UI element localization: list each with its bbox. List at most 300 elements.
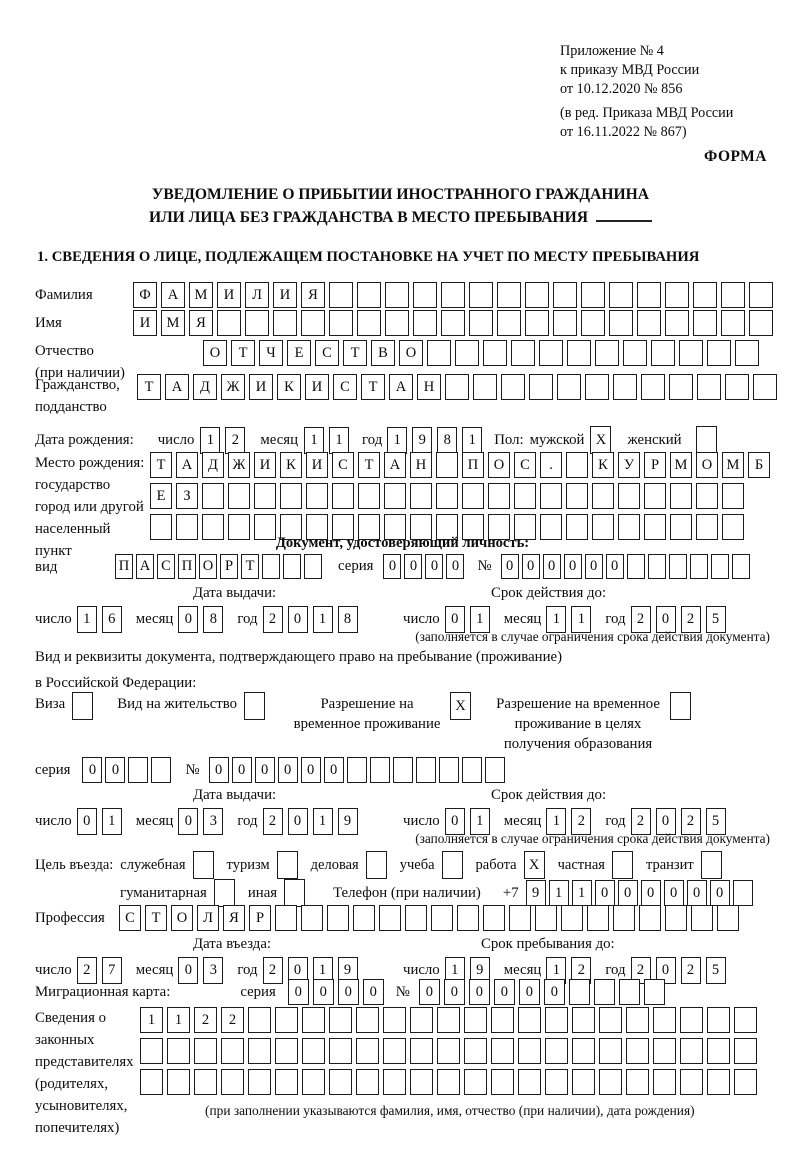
- form-cell[interactable]: С: [119, 905, 141, 931]
- form-cell[interactable]: 0: [404, 554, 422, 579]
- form-cell[interactable]: [511, 340, 535, 366]
- form-cell[interactable]: [518, 1038, 541, 1064]
- form-cell[interactable]: Ж: [221, 374, 245, 400]
- form-cell[interactable]: [501, 374, 525, 400]
- form-cell[interactable]: 0: [494, 979, 515, 1005]
- form-cell[interactable]: 0: [288, 808, 308, 835]
- form-cell[interactable]: [254, 483, 276, 509]
- option-visa-checkbox[interactable]: [72, 692, 93, 720]
- form-cell[interactable]: [357, 310, 381, 336]
- form-cell[interactable]: [665, 310, 689, 336]
- form-cell[interactable]: 7: [102, 957, 122, 984]
- form-cell[interactable]: [413, 310, 437, 336]
- form-cell[interactable]: 0: [522, 554, 540, 579]
- form-cell[interactable]: Я: [301, 282, 325, 308]
- form-cell[interactable]: [592, 483, 614, 509]
- form-cell[interactable]: Ч: [259, 340, 283, 366]
- form-cell[interactable]: В: [371, 340, 395, 366]
- form-cell[interactable]: 2: [194, 1007, 217, 1033]
- form-cell[interactable]: 1: [102, 808, 122, 835]
- form-cell[interactable]: [385, 282, 409, 308]
- form-cell[interactable]: [639, 905, 661, 931]
- form-cell[interactable]: 1: [304, 427, 324, 454]
- form-cell[interactable]: 2: [681, 957, 701, 984]
- form-cell[interactable]: [464, 1069, 487, 1095]
- form-cell[interactable]: [653, 1038, 676, 1064]
- form-cell[interactable]: 0: [544, 979, 565, 1005]
- form-cell[interactable]: [733, 880, 753, 906]
- form-cell[interactable]: [464, 1007, 487, 1033]
- form-cell[interactable]: [356, 1007, 379, 1033]
- form-cell[interactable]: 2: [681, 606, 701, 633]
- form-cell[interactable]: 1: [572, 880, 592, 906]
- form-cell[interactable]: [497, 310, 521, 336]
- form-cell[interactable]: 1: [387, 427, 407, 454]
- form-cell[interactable]: [609, 310, 633, 336]
- form-cell[interactable]: [445, 374, 469, 400]
- form-cell[interactable]: 9: [470, 957, 490, 984]
- form-cell[interactable]: [457, 905, 479, 931]
- doc-kind-cells[interactable]: [115, 554, 322, 579]
- form-cell[interactable]: [302, 1038, 325, 1064]
- form-cell[interactable]: 2: [263, 606, 283, 633]
- form-cell[interactable]: [413, 282, 437, 308]
- form-cell[interactable]: 1: [571, 606, 591, 633]
- form-cell[interactable]: [569, 979, 590, 1005]
- form-cell[interactable]: И: [217, 282, 241, 308]
- firstname-cells[interactable]: [133, 310, 773, 336]
- form-cell[interactable]: Т: [150, 452, 172, 478]
- form-cell[interactable]: [707, 340, 731, 366]
- form-cell[interactable]: Т: [361, 374, 385, 400]
- form-cell[interactable]: 2: [631, 606, 651, 633]
- form-cell[interactable]: Н: [410, 452, 432, 478]
- form-cell[interactable]: Б: [748, 452, 770, 478]
- form-cell[interactable]: [393, 757, 413, 783]
- form-cell[interactable]: [280, 483, 302, 509]
- form-cell[interactable]: [327, 905, 349, 931]
- sex-female-checkbox[interactable]: [696, 426, 717, 454]
- form-cell[interactable]: 0: [641, 880, 661, 906]
- form-cell[interactable]: [595, 340, 619, 366]
- form-cell[interactable]: 2: [631, 957, 651, 984]
- form-cell[interactable]: [462, 757, 482, 783]
- form-cell[interactable]: [651, 340, 675, 366]
- form-cell[interactable]: 0: [585, 554, 603, 579]
- form-cell[interactable]: [749, 282, 773, 308]
- form-cell[interactable]: Р: [249, 905, 271, 931]
- form-cell[interactable]: [581, 310, 605, 336]
- form-cell[interactable]: Л: [245, 282, 269, 308]
- form-cell[interactable]: [221, 1069, 244, 1095]
- form-cell[interactable]: О: [203, 340, 227, 366]
- form-cell[interactable]: 3: [203, 957, 223, 984]
- form-cell[interactable]: 0: [288, 606, 308, 633]
- form-cell[interactable]: [488, 483, 510, 509]
- form-cell[interactable]: [626, 1038, 649, 1064]
- birth-month-cells[interactable]: [304, 427, 349, 454]
- form-cell[interactable]: 0: [445, 808, 465, 835]
- form-cell[interactable]: [439, 757, 459, 783]
- form-cell[interactable]: [518, 1069, 541, 1095]
- form-cell[interactable]: 0: [383, 554, 401, 579]
- form-cell[interactable]: [539, 340, 563, 366]
- form-cell[interactable]: 1: [167, 1007, 190, 1033]
- form-cell[interactable]: [734, 1069, 757, 1095]
- form-cell[interactable]: [711, 554, 729, 579]
- form-cell[interactable]: [653, 1069, 676, 1095]
- form-cell[interactable]: 2: [77, 957, 97, 984]
- form-cell[interactable]: П: [115, 554, 133, 579]
- form-cell[interactable]: [669, 374, 693, 400]
- form-cell[interactable]: [613, 374, 637, 400]
- form-cell[interactable]: 0: [595, 880, 615, 906]
- form-cell[interactable]: [431, 905, 453, 931]
- form-cell[interactable]: 0: [564, 554, 582, 579]
- form-cell[interactable]: [483, 340, 507, 366]
- form-cell[interactable]: [612, 851, 633, 879]
- form-cell[interactable]: [572, 1069, 595, 1095]
- form-cell[interactable]: 8: [437, 427, 457, 454]
- form-cell[interactable]: 0: [501, 554, 519, 579]
- form-cell[interactable]: Е: [287, 340, 311, 366]
- form-cell[interactable]: О: [696, 452, 718, 478]
- form-cell[interactable]: [717, 905, 739, 931]
- form-cell[interactable]: 0: [419, 979, 440, 1005]
- form-cell[interactable]: 0: [178, 606, 198, 633]
- form-cell[interactable]: [637, 310, 661, 336]
- form-cell[interactable]: [696, 426, 717, 454]
- form-cell[interactable]: 0: [178, 957, 198, 984]
- form-cell[interactable]: 1: [313, 808, 333, 835]
- form-cell[interactable]: 1: [546, 808, 566, 835]
- form-cell[interactable]: [553, 282, 577, 308]
- form-cell[interactable]: С: [315, 340, 339, 366]
- purpose-official-checkbox[interactable]: [193, 851, 214, 879]
- form-cell[interactable]: [626, 1007, 649, 1033]
- doc-series-cells[interactable]: [383, 554, 464, 579]
- form-cell[interactable]: [594, 979, 615, 1005]
- form-cell[interactable]: 0: [446, 554, 464, 579]
- form-cell[interactable]: [356, 1038, 379, 1064]
- form-cell[interactable]: [366, 851, 387, 879]
- form-cell[interactable]: [697, 374, 721, 400]
- form-cell[interactable]: [140, 1038, 163, 1064]
- form-cell[interactable]: [275, 1069, 298, 1095]
- form-cell[interactable]: [410, 1007, 433, 1033]
- form-cell[interactable]: 9: [338, 957, 358, 984]
- form-cell[interactable]: [383, 1038, 406, 1064]
- form-cell[interactable]: 0: [656, 957, 676, 984]
- form-cell[interactable]: [553, 310, 577, 336]
- form-cell[interactable]: [442, 851, 463, 879]
- form-cell[interactable]: [383, 1007, 406, 1033]
- residence-number-cells[interactable]: [209, 757, 505, 783]
- form-cell[interactable]: [221, 1038, 244, 1064]
- form-cell[interactable]: С: [514, 452, 536, 478]
- form-cell[interactable]: [721, 282, 745, 308]
- form-cell[interactable]: [302, 1069, 325, 1095]
- form-cell[interactable]: 0: [209, 757, 229, 783]
- birth-year-cells[interactable]: [387, 427, 482, 454]
- form-cell[interactable]: [140, 1069, 163, 1095]
- form-cell[interactable]: [385, 310, 409, 336]
- form-cell[interactable]: У: [618, 452, 640, 478]
- form-cell[interactable]: [613, 905, 635, 931]
- form-cell[interactable]: 5: [706, 808, 726, 835]
- form-cell[interactable]: 9: [412, 427, 432, 454]
- form-cell[interactable]: [410, 1069, 433, 1095]
- form-cell[interactable]: [248, 1007, 271, 1033]
- form-cell[interactable]: 0: [425, 554, 443, 579]
- form-cell[interactable]: М: [189, 282, 213, 308]
- form-cell[interactable]: 1: [313, 957, 333, 984]
- form-cell[interactable]: [566, 452, 588, 478]
- birth-day-cells[interactable]: [200, 427, 245, 454]
- form-cell[interactable]: М: [161, 310, 185, 336]
- form-cell[interactable]: 0: [363, 979, 384, 1005]
- form-cell[interactable]: [545, 1007, 568, 1033]
- form-cell[interactable]: [529, 374, 553, 400]
- form-cell[interactable]: 0: [338, 979, 359, 1005]
- form-cell[interactable]: [735, 340, 759, 366]
- form-cell[interactable]: 2: [571, 808, 591, 835]
- form-cell[interactable]: З: [176, 483, 198, 509]
- form-cell[interactable]: [680, 1069, 703, 1095]
- form-cell[interactable]: 2: [263, 957, 283, 984]
- form-cell[interactable]: М: [722, 452, 744, 478]
- form-cell[interactable]: [275, 1038, 298, 1064]
- form-cell[interactable]: [356, 1069, 379, 1095]
- form-cell[interactable]: [464, 1038, 487, 1064]
- form-cell[interactable]: И: [306, 452, 328, 478]
- form-cell[interactable]: И: [133, 310, 157, 336]
- form-cell[interactable]: [609, 282, 633, 308]
- purpose-humanitarian-checkbox[interactable]: [214, 879, 235, 907]
- form-cell[interactable]: О: [199, 554, 217, 579]
- form-cell[interactable]: [193, 851, 214, 879]
- form-cell[interactable]: 1: [313, 606, 333, 633]
- form-cell[interactable]: [707, 1007, 730, 1033]
- purpose-other-checkbox[interactable]: [284, 879, 305, 907]
- form-cell[interactable]: [275, 905, 297, 931]
- form-cell[interactable]: [228, 483, 250, 509]
- form-cell[interactable]: А: [161, 282, 185, 308]
- form-cell[interactable]: 0: [288, 979, 309, 1005]
- form-cell[interactable]: Т: [358, 452, 380, 478]
- form-cell[interactable]: Ж: [228, 452, 250, 478]
- form-cell[interactable]: [749, 310, 773, 336]
- form-cell[interactable]: 6: [102, 606, 122, 633]
- form-cell[interactable]: [707, 1038, 730, 1064]
- form-cell[interactable]: Л: [197, 905, 219, 931]
- purpose-study-checkbox[interactable]: [442, 851, 463, 879]
- form-cell[interactable]: Р: [220, 554, 238, 579]
- form-cell[interactable]: [545, 1069, 568, 1095]
- form-cell[interactable]: О: [171, 905, 193, 931]
- form-cell[interactable]: [722, 483, 744, 509]
- form-cell[interactable]: [680, 1038, 703, 1064]
- form-cell[interactable]: [167, 1038, 190, 1064]
- form-cell[interactable]: 8: [203, 606, 223, 633]
- doc-number-cells[interactable]: [501, 554, 750, 579]
- form-cell[interactable]: 1: [470, 606, 490, 633]
- birth-place-cells-row2[interactable]: [150, 483, 770, 509]
- representatives-cells-row2[interactable]: [140, 1038, 757, 1064]
- form-cell[interactable]: [514, 483, 536, 509]
- form-cell[interactable]: [567, 340, 591, 366]
- form-cell[interactable]: 1: [200, 427, 220, 454]
- form-cell[interactable]: [194, 1069, 217, 1095]
- form-cell[interactable]: К: [280, 452, 302, 478]
- form-cell[interactable]: 1: [445, 957, 465, 984]
- form-cell[interactable]: [273, 310, 297, 336]
- birth-place-cells-row1[interactable]: [150, 452, 770, 478]
- form-cell[interactable]: [469, 310, 493, 336]
- form-cell[interactable]: Я: [223, 905, 245, 931]
- form-cell[interactable]: [679, 340, 703, 366]
- form-cell[interactable]: 0: [543, 554, 561, 579]
- form-cell[interactable]: С: [332, 452, 354, 478]
- form-cell[interactable]: [248, 1069, 271, 1095]
- form-cell[interactable]: [732, 554, 750, 579]
- form-cell[interactable]: 0: [656, 808, 676, 835]
- form-cell[interactable]: П: [178, 554, 196, 579]
- form-cell[interactable]: 2: [263, 808, 283, 835]
- form-cell[interactable]: [416, 757, 436, 783]
- form-cell[interactable]: [167, 1069, 190, 1095]
- form-cell[interactable]: 8: [338, 606, 358, 633]
- form-cell[interactable]: Д: [202, 452, 224, 478]
- form-cell[interactable]: 0: [77, 808, 97, 835]
- form-cell[interactable]: [441, 282, 465, 308]
- form-cell[interactable]: Н: [417, 374, 441, 400]
- form-cell[interactable]: Е: [150, 483, 172, 509]
- form-cell[interactable]: А: [389, 374, 413, 400]
- form-cell[interactable]: 2: [221, 1007, 244, 1033]
- form-cell[interactable]: 0: [178, 808, 198, 835]
- form-cell[interactable]: [329, 1069, 352, 1095]
- form-cell[interactable]: [627, 554, 645, 579]
- form-cell[interactable]: [707, 1069, 730, 1095]
- form-cell[interactable]: А: [176, 452, 198, 478]
- form-cell[interactable]: И: [249, 374, 273, 400]
- form-cell[interactable]: [734, 1007, 757, 1033]
- form-cell[interactable]: [329, 282, 353, 308]
- form-cell[interactable]: [599, 1038, 622, 1064]
- form-cell[interactable]: [473, 374, 497, 400]
- form-cell[interactable]: [693, 282, 717, 308]
- purpose-transit-checkbox[interactable]: [701, 851, 722, 879]
- form-cell[interactable]: [441, 310, 465, 336]
- form-cell[interactable]: [626, 1069, 649, 1095]
- form-cell[interactable]: 0: [606, 554, 624, 579]
- form-cell[interactable]: [572, 1007, 595, 1033]
- form-cell[interactable]: [491, 1007, 514, 1033]
- form-cell[interactable]: [696, 483, 718, 509]
- form-cell[interactable]: [128, 757, 148, 783]
- form-cell[interactable]: 0: [687, 880, 707, 906]
- form-cell[interactable]: [214, 879, 235, 907]
- form-cell[interactable]: X: [590, 426, 611, 454]
- form-cell[interactable]: [525, 310, 549, 336]
- profession-cells[interactable]: [119, 905, 739, 931]
- form-cell[interactable]: С: [333, 374, 357, 400]
- sex-male-checkbox[interactable]: [590, 426, 611, 454]
- form-cell[interactable]: Р: [644, 452, 666, 478]
- form-cell[interactable]: Ф: [133, 282, 157, 308]
- migration-number-cells[interactable]: [419, 979, 665, 1005]
- form-cell[interactable]: [693, 310, 717, 336]
- form-cell[interactable]: 2: [681, 808, 701, 835]
- form-cell[interactable]: [437, 1038, 460, 1064]
- form-cell[interactable]: [284, 879, 305, 907]
- form-cell[interactable]: [653, 1007, 676, 1033]
- form-cell[interactable]: [72, 692, 93, 720]
- residence-series-cells[interactable]: [82, 757, 171, 783]
- form-cell[interactable]: [329, 1038, 352, 1064]
- form-cell[interactable]: П: [462, 452, 484, 478]
- form-cell[interactable]: [572, 1038, 595, 1064]
- form-cell[interactable]: [410, 483, 432, 509]
- form-cell[interactable]: 0: [519, 979, 540, 1005]
- form-cell[interactable]: С: [157, 554, 175, 579]
- form-cell[interactable]: [535, 905, 557, 931]
- form-cell[interactable]: [358, 483, 380, 509]
- form-cell[interactable]: [275, 1007, 298, 1033]
- migration-series-cells[interactable]: [288, 979, 384, 1005]
- form-cell[interactable]: Я: [189, 310, 213, 336]
- form-cell[interactable]: [301, 905, 323, 931]
- form-cell[interactable]: [405, 905, 427, 931]
- form-cell[interactable]: 0: [444, 979, 465, 1005]
- form-cell[interactable]: 1: [470, 808, 490, 835]
- form-cell[interactable]: О: [488, 452, 510, 478]
- form-cell[interactable]: [491, 1038, 514, 1064]
- form-cell[interactable]: 0: [469, 979, 490, 1005]
- form-cell[interactable]: [329, 310, 353, 336]
- purpose-business-checkbox[interactable]: [366, 851, 387, 879]
- form-cell[interactable]: 1: [546, 957, 566, 984]
- form-cell[interactable]: 0: [301, 757, 321, 783]
- option-residence-permit-checkbox[interactable]: [244, 692, 265, 720]
- form-cell[interactable]: [194, 1038, 217, 1064]
- form-cell[interactable]: Т: [241, 554, 259, 579]
- form-cell[interactable]: [202, 483, 224, 509]
- purpose-tourism-checkbox[interactable]: [277, 851, 298, 879]
- form-cell[interactable]: [753, 374, 777, 400]
- form-cell[interactable]: [648, 554, 666, 579]
- form-cell[interactable]: М: [670, 452, 692, 478]
- citizenship-cells[interactable]: [137, 374, 777, 400]
- form-cell[interactable]: 0: [618, 880, 638, 906]
- form-cell[interactable]: [725, 374, 749, 400]
- surname-cells[interactable]: [133, 282, 773, 308]
- form-cell[interactable]: [410, 1038, 433, 1064]
- representatives-cells-row1[interactable]: [140, 1007, 757, 1033]
- form-cell[interactable]: [599, 1007, 622, 1033]
- form-cell[interactable]: [561, 905, 583, 931]
- form-cell[interactable]: [701, 851, 722, 879]
- form-cell[interactable]: [587, 905, 609, 931]
- form-cell[interactable]: [383, 1069, 406, 1095]
- form-cell[interactable]: [497, 282, 521, 308]
- form-cell[interactable]: А: [165, 374, 189, 400]
- phone-cells[interactable]: [526, 880, 753, 906]
- form-cell[interactable]: И: [305, 374, 329, 400]
- form-cell[interactable]: 1: [549, 880, 569, 906]
- form-cell[interactable]: [545, 1038, 568, 1064]
